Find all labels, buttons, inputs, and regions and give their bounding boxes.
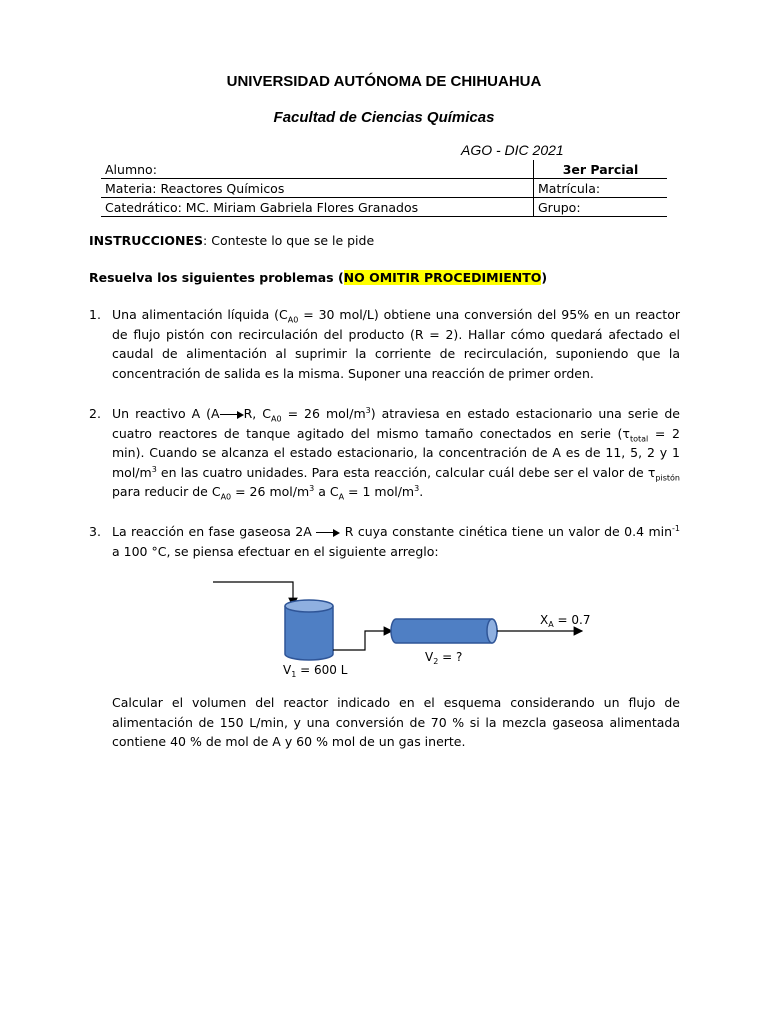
plug-flow-reactor-icon — [391, 619, 497, 643]
text-run: a 100 °C, se piensa efectuar en el siguiente arreglo: — [112, 543, 439, 559]
text-run: R cuya constante cinética tiene un valor de 0.4 min — [344, 524, 673, 539]
problem-1-text — [112, 305, 680, 383]
superscript: -1 — [672, 523, 681, 533]
problem-1-number: 1. — [89, 307, 101, 322]
text-run: = 1 mol/m — [344, 484, 415, 499]
enrollment-field: Matrícula: — [534, 179, 668, 198]
problem-2-text — [112, 404, 680, 502]
student-info-table — [101, 160, 667, 217]
superscript: 3 — [414, 483, 420, 493]
table-row — [101, 160, 667, 179]
v1-label: $V_1 = 600$ L — [283, 663, 348, 679]
superscript: 3 — [365, 405, 371, 415]
text-run: La reacción en fase gaseosa 2A — [112, 524, 312, 539]
problem-3-number: 3. — [89, 524, 101, 539]
text-run: . — [419, 484, 424, 499]
problems-heading-suffix: ) — [541, 270, 548, 285]
highlighted-warning: NO OMITIR PROCEDIMIENTO — [343, 270, 542, 285]
text-run: ) atraviesa en estado estacionario una serie de cuatro reactores de tanque agitado del mismo tamaño conectados en serie (τ — [112, 406, 680, 441]
text-run: = 26 mol/m — [281, 406, 366, 421]
university-title: UNIVERSIDAD AUTÓNOMA DE CHIHUAHUA — [226, 73, 542, 90]
superscript: 3 — [151, 464, 157, 474]
subscript: A0 — [220, 492, 232, 502]
problems-heading-prefix: Resuelva los siguientes problemas ( — [89, 270, 344, 285]
instructions-text: : Conteste lo que se le pide — [203, 233, 375, 248]
text-run: = 2 min). Cuando se alcanza el estado estacionario, la concentración de A es de 11, 5, 2 y 1 mol/m — [112, 425, 680, 480]
text-run: en las cuatro unidades. Para esta reacción, calcular cuál debe ser el valor de τ — [156, 464, 656, 480]
feed-line-arrow — [213, 582, 293, 606]
student-name-field: Alumno: — [101, 160, 534, 179]
reaction-arrow-icon — [220, 411, 244, 419]
instructions — [89, 231, 374, 251]
subscript: total — [629, 434, 649, 443]
group-field: Grupo: — [534, 198, 668, 217]
connection-line-arrow — [333, 631, 392, 650]
text-run: Una alimentación líquida (C — [112, 307, 288, 322]
v2-label: $V_2$ = ? — [425, 650, 463, 666]
faculty-title: Facultad de Ciencias Químicas — [273, 109, 495, 126]
subscript: A0 — [287, 315, 299, 325]
problem-2-number: 2. — [89, 406, 101, 421]
subscript: pistón — [655, 473, 680, 482]
table-row — [101, 179, 667, 198]
table-row — [101, 198, 667, 217]
professor-field: Catedrático: MC. Miriam Gabriela Flores Granados — [101, 198, 534, 217]
text-run: = 26 mol/m — [231, 484, 310, 499]
problems-heading — [89, 268, 547, 288]
conversion-label: $X_A = 0.7$ — [540, 613, 591, 629]
text-run: a C — [314, 484, 339, 499]
text-run: para reducir de C — [112, 484, 221, 499]
text-run: R, C — [243, 406, 271, 421]
period: AGO - DIC 2021 — [461, 142, 564, 158]
problem-3-text — [112, 522, 680, 561]
reaction-arrow-icon — [316, 529, 340, 537]
subject-field: Materia: Reactores Químicos — [101, 179, 534, 198]
problem-3-calculation: Calcular el volumen del reactor indicado en el esquema considerando un flujo de alimentación de 150 L/min, y una conversión de 70 % si la mezcla gaseosa alimentada contiene 40 % de mol de A y 60 % mol de un gas inerte. — [112, 695, 680, 749]
instructions-label: INSTRUCCIONES — [89, 233, 204, 248]
text-run: = 30 mol/L) obtiene una conversión del 95% en un reactor de flujo pistón con recirculación del producto (R = 2). Hallar cómo quedará afectado el caudal de alimentación al suprimir la corriente de recirculación, suponiendo que la concentración de salida es la misma. Suponer una reacción de primer orden. — [112, 307, 680, 381]
reactor-diagram — [0, 570, 768, 690]
subscript: A0 — [271, 414, 282, 424]
text-run: Un reactivo A (A — [112, 406, 220, 421]
exam-label: 3er Parcial — [534, 160, 668, 179]
stirred-tank-reactor-icon — [285, 600, 333, 660]
subscript: A — [338, 492, 345, 502]
superscript: 3 — [309, 483, 315, 493]
